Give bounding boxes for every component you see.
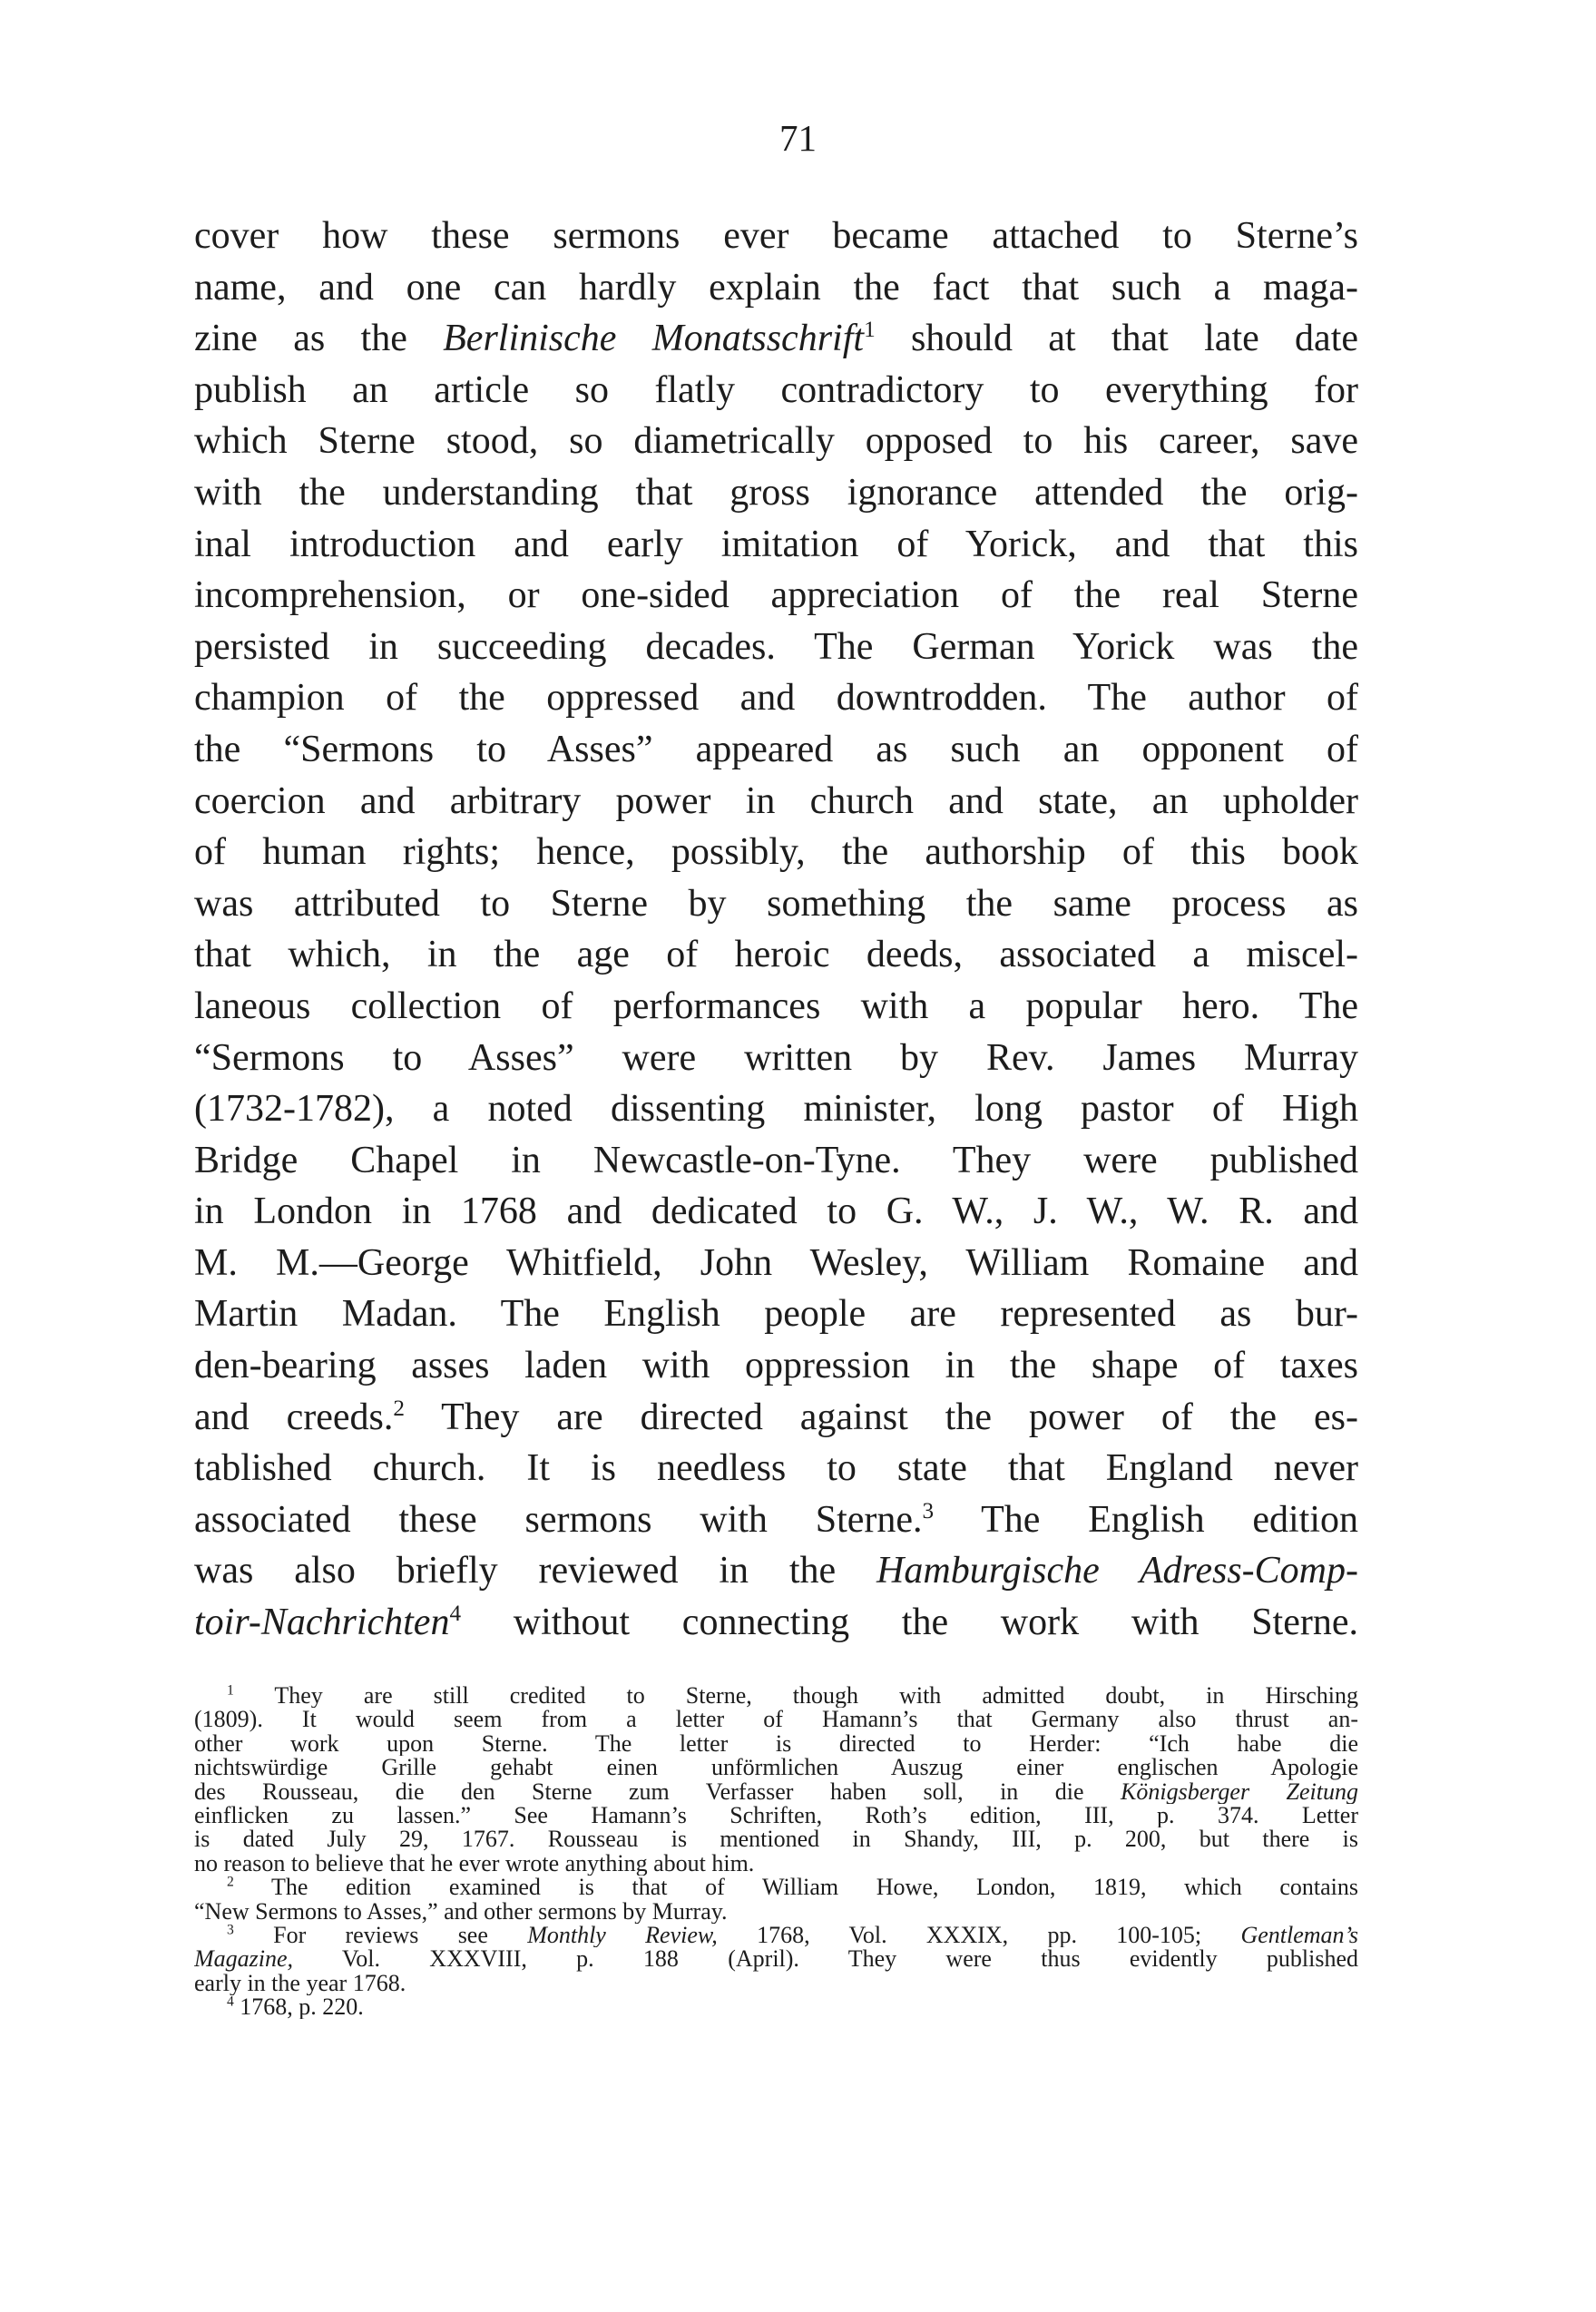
text-run: which Sterne stood, so diametrically opposed to his career, save: [194, 420, 1358, 463]
body-line: [194, 1186, 1358, 1238]
body-line: [194, 467, 1358, 519]
text-run: the “Sermons to Asses” appeared as such an opponent of: [194, 728, 1358, 770]
text-run: The edition examined is that of William Howe, London, 1819, which contains: [233, 1876, 1358, 1900]
text-run: They are still credited to Sterne, though with admitted doubt, in Hirsching: [233, 1684, 1358, 1709]
italic-text: Hamburgische Adress-Comp-: [876, 1550, 1358, 1592]
footnote-line: [194, 1684, 1358, 1708]
text-run: des Rousseau, die den Sterne zum Verfasser haben soll, in die: [194, 1779, 1121, 1804]
body-line: [194, 981, 1358, 1033]
text-run: nichtswürdige Grille gehabt einen unförmlichen Auszug einer englischen Apologie: [194, 1756, 1358, 1780]
text-run: early in the year 1768.: [194, 1971, 406, 1996]
footnote-marker: 1: [227, 1684, 234, 1699]
footnote-marker: 3: [227, 1923, 234, 1938]
text-run: M. M.—George Whitfield, John Wesley, William Romaine and: [194, 1241, 1358, 1284]
text-run: and creeds.: [194, 1396, 394, 1438]
italic-text: Berlinische Monatsschrift: [443, 318, 865, 360]
footnote-marker: 1: [864, 318, 876, 343]
body-line: [194, 1545, 1358, 1597]
body-line: [194, 1597, 1358, 1649]
footnote-line: [194, 1947, 1358, 1971]
body-line: [194, 1033, 1358, 1084]
footnote-marker: 2: [227, 1876, 234, 1890]
text-run: incomprehension, or one-sided appreciation of the real Sterne: [194, 574, 1358, 617]
footnote-marker: 4: [449, 1602, 462, 1627]
text-run: 1768, Vol. XXXIX, pp. 100-105;: [717, 1923, 1241, 1948]
body-line: [194, 416, 1358, 467]
text-run: is dated July 29, 1767. Rousseau is mentioned in Shandy, III, p. 200, but there is: [194, 1827, 1358, 1852]
text-run: in London in 1768 and dedicated to G. W., J. W., W. R. and: [194, 1190, 1358, 1233]
footnote-line: [194, 1804, 1358, 1827]
footnote-line: [194, 1827, 1358, 1851]
body-line: [194, 365, 1358, 416]
text-run: persisted in succeeding decades. The German Yorick was the: [194, 625, 1358, 668]
text-run: champion of the oppressed and downtrodden. The author of: [194, 677, 1358, 720]
body-line: [194, 1238, 1358, 1289]
italic-text: Magazine,: [194, 1947, 294, 1972]
body-line: [194, 1494, 1358, 1546]
text-run: They are directed against the power of the es-: [404, 1396, 1358, 1438]
text-run: Bridge Chapel in Newcastle-on-Tyne. They were published: [194, 1139, 1358, 1181]
footnote-line: [194, 1756, 1358, 1779]
footnote-line: [194, 1924, 1358, 1947]
body-line: [194, 672, 1358, 724]
text-run: without connecting the work with Sterne.: [461, 1602, 1358, 1644]
body-line: [194, 622, 1358, 673]
footnote-line: [194, 1732, 1358, 1756]
text-run: publish an article so flatly contradictory to everything for: [194, 368, 1358, 411]
body-line: [194, 929, 1358, 981]
body-line: [194, 1083, 1358, 1135]
body-line: [194, 262, 1358, 314]
text-run: Martin Madan. The English people are represented as bur-: [194, 1293, 1358, 1336]
text-run: cover how these sermons ever became attached to Sterne’s: [194, 215, 1358, 257]
body-line: [194, 313, 1358, 365]
body-line: [194, 1392, 1358, 1444]
text-run: that which, in the age of heroic deeds, associated a miscel-: [194, 934, 1358, 976]
footnotes: [194, 1684, 1358, 2019]
body-line: [194, 1288, 1358, 1340]
text-run: “New Sermons to Asses,” and other sermons by Murray.: [194, 1899, 728, 1924]
body-line: [194, 827, 1358, 878]
body-line: [194, 519, 1358, 571]
footnote-line: [194, 1852, 1358, 1876]
body-line: [194, 1135, 1358, 1187]
text-run: Vol. XXXVIII, p. 188 (April). They were thus evidently published: [293, 1947, 1358, 1972]
body-text: [194, 211, 1358, 1649]
text-run: For reviews see: [233, 1923, 528, 1948]
italic-text: Königsberger Zeitung: [1121, 1779, 1358, 1804]
footnote-line: [194, 1780, 1358, 1804]
body-line: [194, 1443, 1358, 1494]
text-run: other work upon Sterne. The letter is directed to Herder: “Ich habe die: [194, 1731, 1358, 1757]
text-run: coercion and arbitrary power in church and state, an upholder: [194, 779, 1358, 822]
body-line: [194, 570, 1358, 622]
footnote-marker: 2: [393, 1396, 405, 1421]
text-run: zine as the: [194, 318, 444, 360]
text-run: laneous collection of performances with a popular hero. The: [194, 985, 1358, 1027]
footnote-line: [194, 1995, 1358, 2019]
footnote-line: [194, 1708, 1358, 1731]
text-run: (1732-1782), a noted dissenting minister, long pastor of High: [194, 1088, 1358, 1131]
text-run: name, and one can hardly explain the fact that such a maga-: [194, 266, 1358, 309]
text-run: no reason to believe that he ever wrote anything about him.: [194, 1851, 755, 1876]
text-run: was attributed to Sterne by something the same process as: [194, 882, 1358, 925]
italic-text: Gentleman’s: [1240, 1923, 1358, 1948]
footnote-marker: 4: [227, 1995, 234, 2010]
text-run: 1768, p. 220.: [233, 1995, 364, 2020]
text-run: “Sermons to Asses” were written by Rev. James Murray: [194, 1036, 1358, 1079]
footnote-line: [194, 1900, 1358, 1924]
text-run: (1809). It would seem from a letter of Hamann’s that Germany also thrust an-: [194, 1708, 1358, 1732]
body-line: [194, 776, 1358, 828]
italic-text: Monthly Review,: [527, 1923, 718, 1948]
text-run: inal introduction and early imitation of Yorick, and that this: [194, 523, 1358, 565]
body-line: [194, 724, 1358, 776]
footnote-line: [194, 1972, 1358, 1995]
footnote-line: [194, 1876, 1358, 1899]
page-number: 71: [779, 117, 817, 159]
text-run: The English edition: [934, 1498, 1358, 1541]
text-run: was also briefly reviewed in the: [194, 1550, 877, 1592]
text-run: den-bearing asses laden with oppression in the shape of taxes: [194, 1345, 1358, 1387]
footnote-marker: 3: [922, 1498, 935, 1523]
text-run: associated these sermons with Sterne.: [194, 1498, 923, 1541]
text-run: tablished church. It is needless to state that England never: [194, 1447, 1358, 1490]
text-run: of human rights; hence, possibly, the authorship of this book: [194, 831, 1358, 874]
text-run: with the understanding that gross ignorance attended the orig-: [194, 471, 1358, 514]
body-line: [194, 1340, 1358, 1392]
text-run: should at that late date: [875, 318, 1358, 360]
text-run: einflicken zu lassen.” See Hamann’s Schriften, Roth’s edition, III, p. 374. Letter: [194, 1803, 1358, 1828]
italic-text: toir-Nachrichten: [194, 1602, 450, 1644]
body-line: [194, 211, 1358, 262]
body-line: [194, 878, 1358, 930]
